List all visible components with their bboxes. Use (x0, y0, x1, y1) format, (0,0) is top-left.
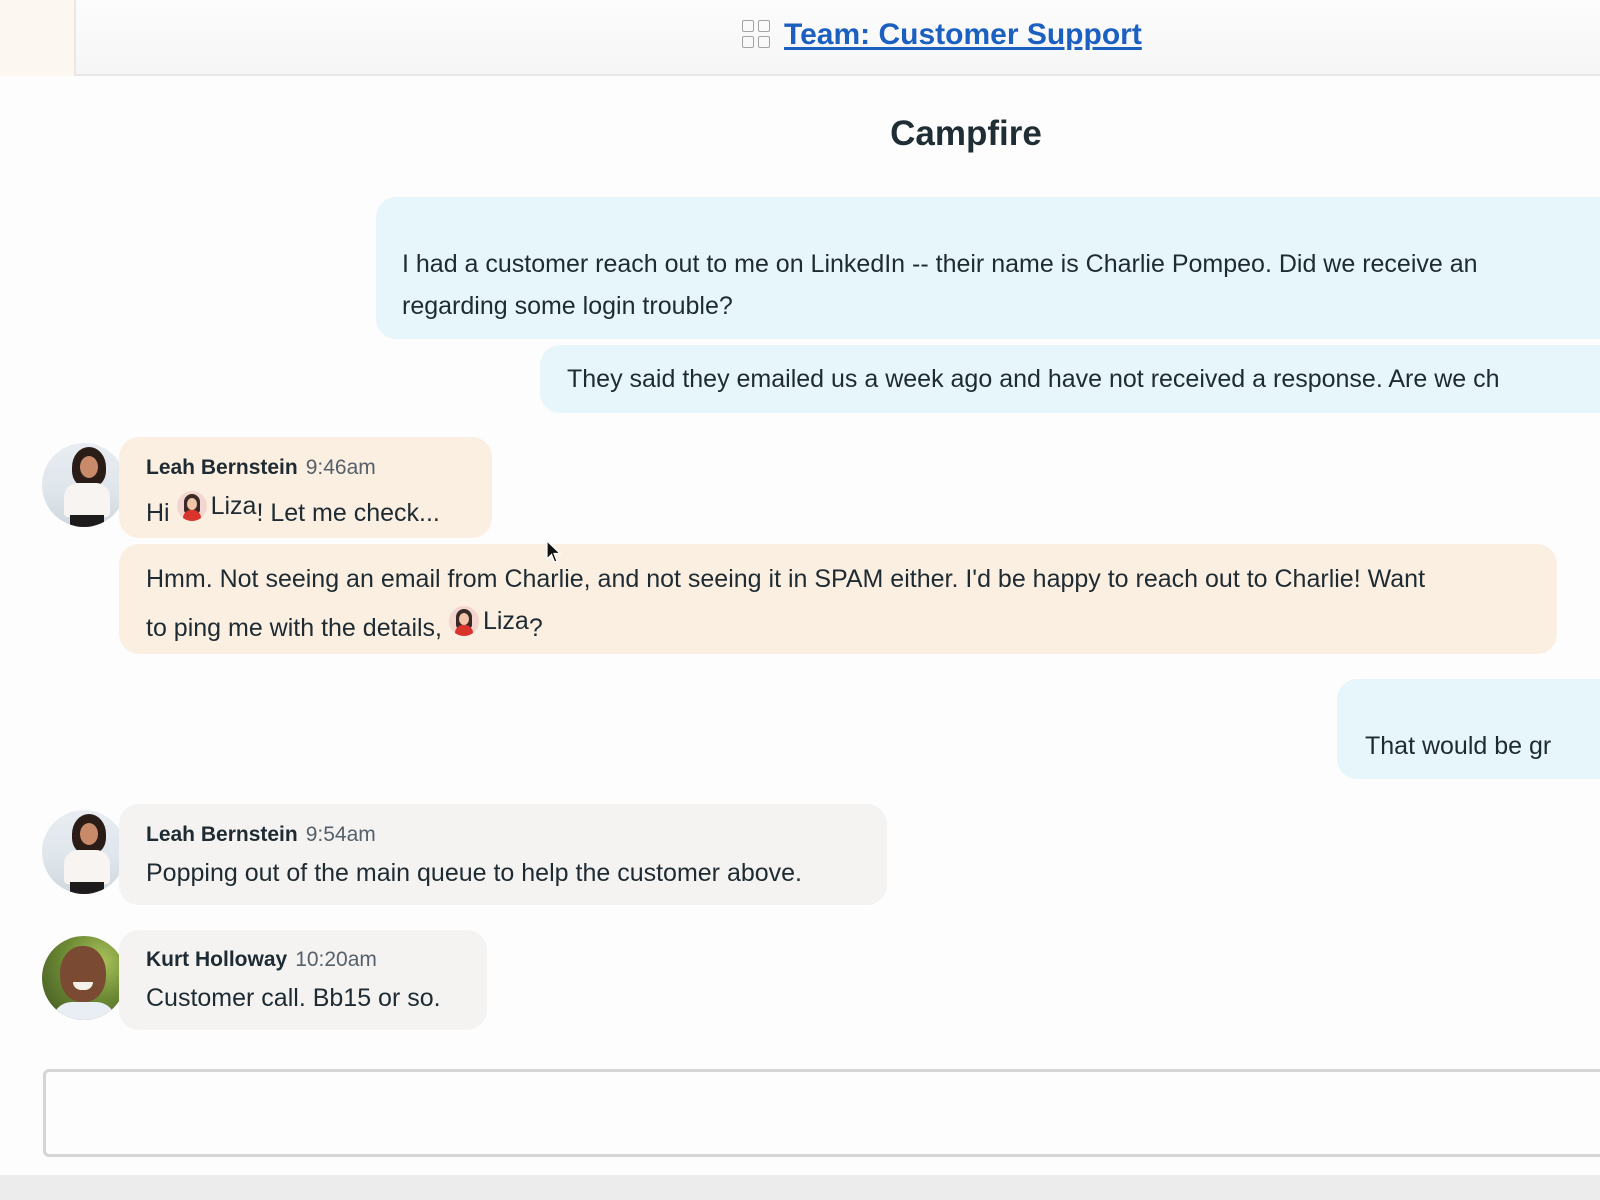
mention-name: Liza (482, 607, 529, 635)
message-text (146, 600, 1557, 649)
bottom-strip (0, 1175, 1600, 1200)
message-bubble (119, 544, 1557, 654)
mouse-cursor-icon (546, 540, 562, 564)
sidebar-toggle-area[interactable] (0, 0, 76, 76)
author-name[interactable]: Leah Bernstein (146, 823, 298, 846)
message-time[interactable]: 9:46am (305, 456, 376, 479)
message-text-part: ! Let me check... (256, 499, 440, 527)
message-text-part: Hi (146, 499, 170, 527)
message-text: They said they emailed us a week ago and have not received a response. Are we ch (567, 365, 1500, 393)
message-header (146, 455, 492, 481)
message-text: Hmm. Not seeing an email from Charlie, and not seeing it in SPAM either. I'd be happy to reach out to Charlie! Want (146, 565, 1426, 593)
message-time[interactable]: 9:54am (305, 823, 376, 846)
message-text: regarding some login trouble? (402, 292, 733, 320)
mention-avatar-icon (449, 606, 479, 636)
message-text: I had a customer reach out to me on LinkedIn -- their name is Charlie Pompeo. Did we receive an (402, 250, 1478, 278)
message-text: Popping out of the main queue to help the customer above. (146, 859, 803, 887)
breadcrumb (742, 18, 1142, 52)
message-bubble-mine (376, 197, 1600, 339)
message-text: Customer call. Bb15 or so. (146, 984, 441, 1012)
message-text-part: to ping me with the details, (146, 614, 442, 642)
avatar-leah-bernstein[interactable] (42, 443, 126, 527)
mention-liza[interactable] (177, 485, 257, 527)
page-title: Campfire (890, 114, 1042, 153)
mention-name: Liza (210, 492, 257, 520)
author-name[interactable]: Leah Bernstein (146, 456, 298, 479)
grid-icon[interactable] (742, 20, 772, 50)
message-bubble-mine (540, 345, 1600, 413)
message-bubble (119, 930, 487, 1030)
author-name[interactable]: Kurt Holloway (146, 948, 288, 971)
avatar-kurt-holloway[interactable] (42, 936, 126, 1020)
message-bubble (119, 804, 887, 905)
message-composer-input[interactable] (43, 1069, 1600, 1157)
mention-liza[interactable] (449, 600, 529, 642)
message-text: That would be gr (1365, 732, 1552, 760)
mention-avatar-icon (177, 491, 207, 521)
top-bar (0, 0, 1600, 76)
message-text-part: ? (528, 614, 543, 642)
message-time[interactable]: 10:20am (295, 948, 377, 971)
message-header (146, 822, 887, 848)
message-bubble-mine (1337, 679, 1600, 779)
message-header (146, 947, 487, 973)
avatar-leah-bernstein[interactable] (42, 810, 126, 894)
message-text (146, 485, 492, 534)
message-bubble (119, 437, 492, 538)
team-link[interactable]: Team: Customer Support (784, 18, 1142, 51)
